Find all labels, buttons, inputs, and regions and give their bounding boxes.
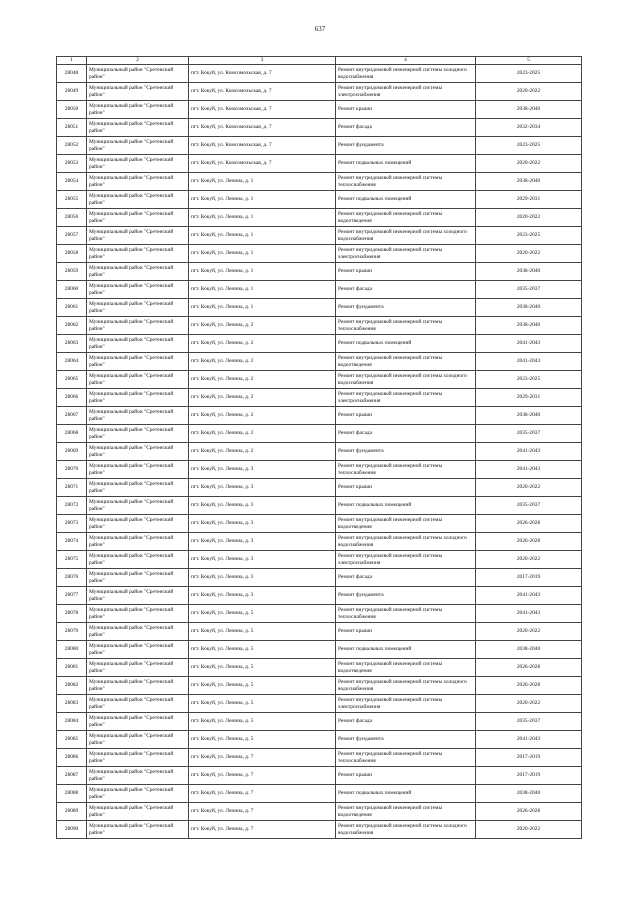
row-number-cell: 28050 [57,101,87,119]
table-row [57,137,582,155]
work-type-cell: Ремонт фасада [336,569,476,587]
table-row [57,821,582,839]
period-cell: 2038-2040 [476,317,582,335]
table-row [57,245,582,263]
table-row [57,443,582,461]
district-cell: Муниципальный район "Сретенский район" [87,443,189,461]
address-cell: пгт. Кокуй, ул. Ленина, д. 7 [189,785,336,803]
period-cell: 2023-2025 [476,371,582,389]
table-row [57,317,582,335]
table-row [57,587,582,605]
period-cell: 2035-2037 [476,713,582,731]
table-row [57,515,582,533]
period-cell: 2041-2043 [476,605,582,623]
district-cell: Муниципальный район "Сретенский район" [87,389,189,407]
address-cell: пгт. Кокуй, ул. Ленина, д. 2 [189,317,336,335]
work-type-cell: Ремонт фундамента [336,137,476,155]
district-cell: Муниципальный район "Сретенский район" [87,83,189,101]
table-row [57,497,582,515]
row-number-cell: 28072 [57,497,87,515]
period-cell: 2020-2022 [476,83,582,101]
district-cell: Муниципальный район "Сретенский район" [87,137,189,155]
address-cell: пгт. Кокуй, ул. Ленина, д. 7 [189,767,336,785]
row-number-cell: 28080 [57,641,87,659]
address-cell: пгт. Кокуй, ул. Ленина, д. 1 [189,173,336,191]
work-type-cell: Ремонт внутридомовой инженерной системы теплоснабжения [336,173,476,191]
work-type-cell: Ремонт внутридомовой инженерной системы холодного водоснабжения [336,677,476,695]
address-cell: пгт. Кокуй, ул. Ленина, д. 3 [189,461,336,479]
work-type-cell: Ремонт внутридомовой инженерной системы холодного водоснабжения [336,227,476,245]
district-cell: Муниципальный район "Сретенский район" [87,209,189,227]
table-row [57,551,582,569]
work-type-cell: Ремонт подвальных помещений [336,641,476,659]
address-cell: пгт. Кокуй, ул. Ленина, д. 2 [189,425,336,443]
address-cell: пгт. Кокуй, ул. Ленина, д. 1 [189,209,336,227]
district-cell: Муниципальный район "Сретенский район" [87,173,189,191]
address-cell: пгт. Кокуй, ул. Ленина, д. 5 [189,623,336,641]
period-cell: 2038-2040 [476,299,582,317]
row-number-cell: 28079 [57,623,87,641]
district-cell: Муниципальный район "Сретенский район" [87,515,189,533]
row-number-cell: 28088 [57,785,87,803]
district-cell: Муниципальный район "Сретенский район" [87,767,189,785]
district-cell: Муниципальный район "Сретенский район" [87,497,189,515]
period-cell: 2035-2037 [476,497,582,515]
work-type-cell: Ремонт внутридомовой инженерной системы теплоснабжения [336,461,476,479]
work-type-cell: Ремонт фасада [336,425,476,443]
row-number-cell: 28061 [57,299,87,317]
district-cell: Муниципальный район "Сретенский район" [87,65,189,83]
period-cell: 2038-2040 [476,641,582,659]
work-type-cell: Ремонт подвальных помещений [336,155,476,173]
work-type-cell: Ремонт крыши [336,479,476,497]
table-row [57,479,582,497]
row-number-cell: 28076 [57,569,87,587]
period-cell: 2029-2031 [476,191,582,209]
row-number-cell: 28071 [57,479,87,497]
address-cell: пгт. Кокуй, ул. Ленина, д. 2 [189,389,336,407]
table-row [57,533,582,551]
work-type-cell: Ремонт внутридомовой инженерной системы водоотведения [336,659,476,677]
district-cell: Муниципальный район "Сретенский район" [87,191,189,209]
table-row [57,209,582,227]
row-number-cell: 28065 [57,371,87,389]
table-row [57,803,582,821]
address-cell: пгт. Кокуй, ул. Ленина, д. 1 [189,245,336,263]
row-number-cell: 28053 [57,155,87,173]
district-cell: Муниципальный район "Сретенский район" [87,479,189,497]
row-number-cell: 28090 [57,821,87,839]
row-number-cell: 28062 [57,317,87,335]
row-number-cell: 28052 [57,137,87,155]
address-cell: пгт. Кокуй, ул. Комсомольская, д. 7 [189,65,336,83]
table-row [57,65,582,83]
table-row [57,425,582,443]
district-cell: Муниципальный район "Сретенский район" [87,281,189,299]
district-cell: Муниципальный район "Сретенский район" [87,353,189,371]
work-type-cell: Ремонт крыши [336,407,476,425]
table-row [57,767,582,785]
work-type-cell: Ремонт крыши [336,767,476,785]
work-type-cell: Ремонт фундамента [336,443,476,461]
district-cell: Муниципальный район "Сретенский район" [87,587,189,605]
row-number-cell: 28066 [57,389,87,407]
district-cell: Муниципальный район "Сретенский район" [87,551,189,569]
district-cell: Муниципальный район "Сретенский район" [87,227,189,245]
address-cell: пгт. Кокуй, ул. Ленина, д. 7 [189,821,336,839]
district-cell: Муниципальный район "Сретенский район" [87,731,189,749]
district-cell: Муниципальный район "Сретенский район" [87,299,189,317]
period-cell: 2020-2022 [476,155,582,173]
period-cell: 2035-2037 [476,425,582,443]
address-cell: пгт. Кокуй, ул. Ленина, д. 2 [189,407,336,425]
row-number-cell: 28063 [57,335,87,353]
period-cell: 2038-2040 [476,407,582,425]
address-cell: пгт. Кокуй, ул. Ленина, д. 5 [189,695,336,713]
row-number-cell: 28068 [57,425,87,443]
period-cell: 2029-2031 [476,389,582,407]
table-row [57,191,582,209]
period-cell: 2020-2022 [476,209,582,227]
work-type-cell: Ремонт внутридомовой инженерной системы электроснабжения [336,389,476,407]
table-body [57,57,582,839]
address-cell: пгт. Кокуй, ул. Комсомольская, д. 7 [189,137,336,155]
period-cell: 2041-2043 [476,443,582,461]
table-row [57,605,582,623]
row-number-cell: 28067 [57,407,87,425]
work-type-cell: Ремонт фасада [336,119,476,137]
address-cell: пгт. Кокуй, ул. Ленина, д. 5 [189,731,336,749]
table-row [57,173,582,191]
row-number-cell: 28083 [57,695,87,713]
work-type-cell: Ремонт внутридомовой инженерной системы холодного водоснабжения [336,371,476,389]
table-row [57,659,582,677]
table-row [57,677,582,695]
table-row [57,299,582,317]
work-type-cell: Ремонт фундамента [336,299,476,317]
district-cell: Муниципальный район "Сретенский район" [87,749,189,767]
address-cell: пгт. Кокуй, ул. Комсомольская, д. 7 [189,155,336,173]
work-type-cell: Ремонт фасада [336,281,476,299]
row-number-cell: 28084 [57,713,87,731]
district-cell: Муниципальный район "Сретенский район" [87,641,189,659]
period-cell: 2026-2028 [476,803,582,821]
row-number-cell: 28087 [57,767,87,785]
table-row [57,371,582,389]
address-cell: пгт. Кокуй, ул. Ленина, д. 2 [189,353,336,371]
row-number-cell: 28056 [57,209,87,227]
district-cell: Муниципальный район "Сретенский район" [87,677,189,695]
work-type-cell: Ремонт подвальных помещений [336,785,476,803]
table-row [57,335,582,353]
period-cell: 2017-2019 [476,749,582,767]
district-cell: Муниципальный район "Сретенский район" [87,803,189,821]
work-type-cell: Ремонт внутридомовой инженерной системы теплоснабжения [336,317,476,335]
address-cell: пгт. Кокуй, ул. Ленина, д. 3 [189,479,336,497]
period-cell: 2038-2040 [476,173,582,191]
period-cell: 2023-2025 [476,65,582,83]
table-row [57,695,582,713]
address-cell: пгт. Кокуй, ул. Комсомольская, д. 7 [189,101,336,119]
column-header: 1 [57,57,87,65]
work-type-cell: Ремонт крыши [336,101,476,119]
district-cell: Муниципальный район "Сретенский район" [87,821,189,839]
district-cell: Муниципальный район "Сретенский район" [87,569,189,587]
district-cell: Муниципальный район "Сретенский район" [87,119,189,137]
period-cell: 2020-2022 [476,551,582,569]
work-type-cell: Ремонт внутридомовой инженерной системы холодного водоснабжения [336,821,476,839]
column-header: 5 [476,57,582,65]
district-cell: Муниципальный район "Сретенский район" [87,371,189,389]
work-type-cell: Ремонт внутридомовой инженерной системы холодного водоснабжения [336,533,476,551]
period-cell: 2038-2040 [476,785,582,803]
period-cell: 2020-2022 [476,623,582,641]
table-row [57,155,582,173]
address-cell: пгт. Кокуй, ул. Ленина, д. 3 [189,497,336,515]
period-cell: 2026-2028 [476,659,582,677]
address-cell: пгт. Кокуй, ул. Ленина, д. 2 [189,335,336,353]
row-number-cell: 28064 [57,353,87,371]
page-number: 637 [314,25,326,33]
table-row [57,83,582,101]
row-number-cell: 28055 [57,191,87,209]
period-cell: 2020-2022 [476,695,582,713]
table-row [57,713,582,731]
row-number-cell: 28058 [57,245,87,263]
work-type-cell: Ремонт фасада [336,713,476,731]
row-number-cell: 28085 [57,731,87,749]
row-number-cell: 28051 [57,119,87,137]
address-cell: пгт. Кокуй, ул. Ленина, д. 5 [189,677,336,695]
address-cell: пгт. Кокуй, ул. Ленина, д. 3 [189,551,336,569]
address-cell: пгт. Кокуй, ул. Комсомольская, д. 7 [189,83,336,101]
table-row [57,227,582,245]
address-cell: пгт. Кокуй, ул. Ленина, д. 1 [189,191,336,209]
period-cell: 2035-2037 [476,281,582,299]
row-number-cell: 28078 [57,605,87,623]
table-row [57,119,582,137]
address-cell: пгт. Кокуй, ул. Ленина, д. 3 [189,587,336,605]
period-cell: 2020-2022 [476,245,582,263]
period-cell: 2020-2022 [476,479,582,497]
district-cell: Муниципальный район "Сретенский район" [87,407,189,425]
work-type-cell: Ремонт внутридомовой инженерной системы холодного водоснабжения [336,65,476,83]
work-type-cell: Ремонт внутридомовой инженерной системы электроснабжения [336,551,476,569]
table-row [57,389,582,407]
period-cell: 2020-2022 [476,821,582,839]
table-row [57,641,582,659]
work-type-cell: Ремонт внутридомовой инженерной системы водоотведения [336,209,476,227]
address-cell: пгт. Кокуй, ул. Ленина, д. 5 [189,713,336,731]
district-cell: Муниципальный район "Сретенский район" [87,713,189,731]
table-row [57,623,582,641]
period-cell: 2041-2043 [476,335,582,353]
address-cell: пгт. Кокуй, ул. Ленина, д. 3 [189,515,336,533]
work-type-cell: Ремонт внутридомовой инженерной системы теплоснабжения [336,605,476,623]
row-number-cell: 28057 [57,227,87,245]
address-cell: пгт. Кокуй, ул. Ленина, д. 5 [189,659,336,677]
district-cell: Муниципальный район "Сретенский район" [87,605,189,623]
district-cell: Муниципальный район "Сретенский район" [87,533,189,551]
work-type-cell: Ремонт внутридомовой инженерной системы электроснабжения [336,245,476,263]
table-row [57,569,582,587]
period-cell: 2041-2043 [476,587,582,605]
row-number-cell: 28054 [57,173,87,191]
period-cell: 2026-2028 [476,677,582,695]
work-type-cell: Ремонт подвальных помещений [336,335,476,353]
row-number-cell: 28073 [57,515,87,533]
address-cell: пгт. Кокуй, ул. Ленина, д. 1 [189,281,336,299]
address-cell: пгт. Кокуй, ул. Ленина, д. 2 [189,443,336,461]
period-cell: 2032-2034 [476,119,582,137]
district-cell: Муниципальный район "Сретенский район" [87,335,189,353]
table-row [57,407,582,425]
work-type-cell: Ремонт внутридомовой инженерной системы водоотведения [336,353,476,371]
table-row [57,749,582,767]
row-number-cell: 28059 [57,263,87,281]
period-cell: 2041-2043 [476,731,582,749]
address-cell: пгт. Кокуй, ул. Ленина, д. 5 [189,605,336,623]
address-cell: пгт. Кокуй, ул. Ленина, д. 1 [189,263,336,281]
row-number-cell: 28070 [57,461,87,479]
work-type-cell: Ремонт фундамента [336,731,476,749]
table-row [57,785,582,803]
row-number-cell: 28060 [57,281,87,299]
period-cell: 2017-2019 [476,569,582,587]
address-cell: пгт. Кокуй, ул. Ленина, д. 2 [189,371,336,389]
district-cell: Муниципальный район "Сретенский район" [87,101,189,119]
work-type-cell: Ремонт внутридомовой инженерной системы теплоснабжения [336,749,476,767]
table-row [57,353,582,371]
address-cell: пгт. Кокуй, ул. Ленина, д. 7 [189,749,336,767]
address-cell: пгт. Кокуй, ул. Комсомольская, д. 7 [189,119,336,137]
work-type-cell: Ремонт внутридомовой инженерной системы электроснабжения [336,695,476,713]
column-header: 3 [189,57,336,65]
row-number-cell: 28089 [57,803,87,821]
district-cell: Муниципальный район "Сретенский район" [87,317,189,335]
work-type-cell: Ремонт внутридомовой инженерной системы водоотведения [336,803,476,821]
period-cell: 2038-2040 [476,263,582,281]
row-number-cell: 28077 [57,587,87,605]
period-cell: 2017-2019 [476,767,582,785]
district-cell: Муниципальный район "Сретенский район" [87,425,189,443]
work-type-cell: Ремонт фундамента [336,587,476,605]
work-type-cell: Ремонт крыши [336,263,476,281]
column-number-row [57,57,582,65]
address-cell: пгт. Кокуй, ул. Ленина, д. 1 [189,227,336,245]
row-number-cell: 28081 [57,659,87,677]
district-cell: Муниципальный район "Сретенский район" [87,659,189,677]
period-cell: 2041-2043 [476,461,582,479]
period-cell: 2026-2028 [476,515,582,533]
row-number-cell: 28086 [57,749,87,767]
address-cell: пгт. Кокуй, ул. Ленина, д. 5 [189,641,336,659]
work-type-cell: Ремонт подвальных помещений [336,191,476,209]
work-type-cell: Ремонт внутридомовой инженерной системы электроснабжения [336,83,476,101]
address-cell: пгт. Кокуй, ул. Ленина, д. 7 [189,803,336,821]
address-cell: пгт. Кокуй, ул. Ленина, д. 1 [189,299,336,317]
district-cell: Муниципальный район "Сретенский район" [87,155,189,173]
district-cell: Муниципальный район "Сретенский район" [87,695,189,713]
table-row [57,281,582,299]
period-cell: 2026-2028 [476,533,582,551]
work-type-cell: Ремонт подвальных помещений [336,497,476,515]
work-type-cell: Ремонт внутридомовой инженерной системы водоотведения [336,515,476,533]
column-header: 4 [336,57,476,65]
address-cell: пгт. Кокуй, ул. Ленина, д. 3 [189,569,336,587]
district-cell: Муниципальный район "Сретенский район" [87,785,189,803]
period-cell: 2023-2025 [476,227,582,245]
column-header: 2 [87,57,189,65]
district-cell: Муниципальный район "Сретенский район" [87,461,189,479]
work-type-cell: Ремонт крыши [336,623,476,641]
table-row [57,461,582,479]
period-cell: 2041-2043 [476,353,582,371]
district-cell: Муниципальный район "Сретенский район" [87,623,189,641]
district-cell: Муниципальный район "Сретенский район" [87,263,189,281]
row-number-cell: 28074 [57,533,87,551]
row-number-cell: 28075 [57,551,87,569]
table-row [57,731,582,749]
row-number-cell: 28049 [57,83,87,101]
period-cell: 2038-2040 [476,101,582,119]
capital-repair-table [56,56,582,839]
district-cell: Муниципальный район "Сретенский район" [87,245,189,263]
row-number-cell: 28048 [57,65,87,83]
address-cell: пгт. Кокуй, ул. Ленина, д. 3 [189,533,336,551]
row-number-cell: 28069 [57,443,87,461]
table-row [57,263,582,281]
table-row [57,101,582,119]
period-cell: 2023-2025 [476,137,582,155]
row-number-cell: 28082 [57,677,87,695]
